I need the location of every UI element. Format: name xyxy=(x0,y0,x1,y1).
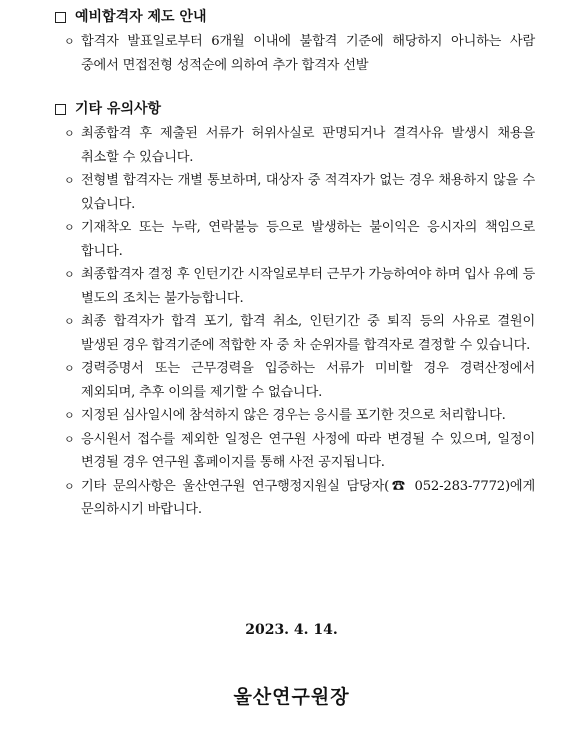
item-text: 응시원서 접수를 제외한 일정은 연구원 사정에 따라 변경될 수 있으며, 일정이 변경될 경우 연구원 홈페이지를 통해 사전 공지됩니다. xyxy=(81,431,535,470)
item-text: 최종합격 후 제출된 서류가 허위사실로 판명되거나 결격사유 발생시 채용을 취소할 수 있습니다. xyxy=(81,126,535,165)
circle-bullet-icon: ㅇ xyxy=(64,409,75,422)
section-heading-text: 기타 유의사항 xyxy=(75,101,162,117)
item-text: 합격자 발표일로부터 6개월 이내에 불합격 기준에 해당하지 아니하는 사람 중에서 면접전형 성적순에 의하여 추가 합격자 선발 xyxy=(81,34,535,73)
circle-bullet-icon: ㅇ xyxy=(64,479,75,493)
list-item xyxy=(55,216,535,263)
circle-bullet-icon: ㅇ xyxy=(64,127,75,140)
section-reserve-applicant xyxy=(55,7,535,77)
list-item xyxy=(55,310,535,357)
item-text: 기재착오 또는 누락, 연락불능 등으로 발생하는 불이익은 응시자의 책임으로 합니다. xyxy=(81,220,535,259)
list-item xyxy=(55,30,535,77)
announcement-date: 2023. 4. 14. xyxy=(245,622,338,638)
list-item xyxy=(55,357,535,404)
circle-bullet-icon: ㅇ xyxy=(64,432,75,446)
item-list xyxy=(55,30,535,77)
list-item xyxy=(55,122,535,169)
item-list xyxy=(55,122,535,522)
checkbox-icon xyxy=(55,104,66,115)
list-item xyxy=(55,428,535,475)
item-text: 지정된 심사일시에 참석하지 않은 경우는 응시를 포기한 것으로 처리합니다. xyxy=(81,408,506,423)
circle-bullet-icon: ㅇ xyxy=(64,362,75,375)
item-text: 최종 합격자가 합격 포기, 합격 취소, 인턴기간 중 퇴직 등의 사유로 결원이 발생된 경우 합격기준에 적합한 자 중 차 순위자를 합격자로 결정할 수 있습니다. xyxy=(81,314,535,353)
circle-bullet-icon: ㅇ xyxy=(64,268,75,281)
list-item xyxy=(55,169,535,216)
section-other-notes xyxy=(55,99,535,522)
item-text: 경력증명서 또는 근무경력을 입증하는 서류가 미비할 경우 경력산정에서 제외되며, 추후 이의를 제기할 수 없습니다. xyxy=(81,361,535,400)
circle-bullet-icon: ㅇ xyxy=(64,174,75,187)
item-text: 최종합격자 결정 후 인턴기간 시작일로부터 근무가 가능하여야 하며 입사 유예 등 별도의 조치는 불가능합니다. xyxy=(81,267,535,306)
section-heading xyxy=(55,7,535,27)
list-item xyxy=(55,263,535,310)
item-text: 전형별 합격자는 개별 통보하며, 대상자 중 적격자가 없는 경우 채용하지 않을 수 있습니다. xyxy=(81,173,535,212)
item-text: 기타 문의사항은 울산연구원 연구행정지원실 담당자(☎ 052-283-7772)에게 문의하시기 바랍니다. xyxy=(81,478,535,517)
checkbox-icon xyxy=(55,12,66,23)
list-item xyxy=(55,475,535,522)
circle-bullet-icon: ㅇ xyxy=(64,315,75,328)
list-item xyxy=(55,404,535,428)
signer-title: 울산연구원장 xyxy=(233,686,350,708)
circle-bullet-icon: ㅇ xyxy=(64,35,75,48)
circle-bullet-icon: ㅇ xyxy=(64,221,75,234)
section-heading xyxy=(55,99,535,119)
section-heading-text: 예비합격자 제도 안내 xyxy=(75,9,207,25)
